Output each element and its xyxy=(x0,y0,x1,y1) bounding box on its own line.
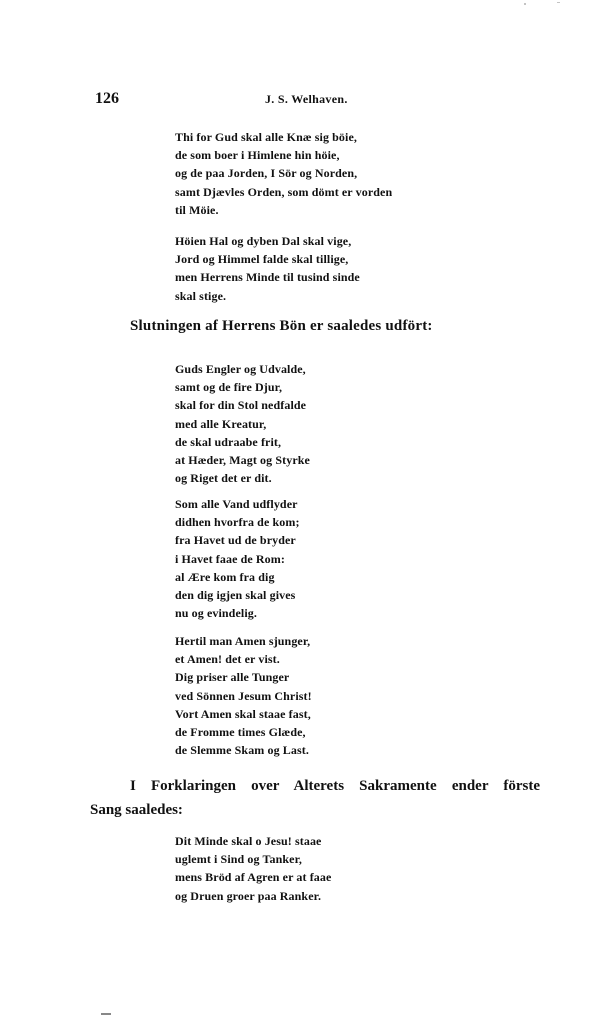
stanza-3 xyxy=(175,360,310,487)
verse-line: at Hæder, Magt og Styrke xyxy=(175,453,310,468)
verse-line: ved Sönnen Jesum Christ! xyxy=(175,688,312,703)
stanza-2 xyxy=(175,232,360,305)
page-number: 126 xyxy=(95,90,119,107)
verse-line: med alle Kreatur, xyxy=(175,416,267,431)
verse-line: de som boer i Himlene hin höie, xyxy=(175,148,340,163)
verse-line: didhen hvorfra de kom; xyxy=(175,515,300,530)
verse-line: Guds Engler og Udvalde, xyxy=(175,362,306,376)
prose-intro-1: Slutningen af Herrens Bön er saaledes udfört: xyxy=(130,318,433,334)
verse-line: Hertil man Amen sjunger, xyxy=(175,634,311,648)
running-head: J. S. Welhaven. xyxy=(265,92,348,106)
verse-line: i Havet faae de Rom: xyxy=(175,551,285,566)
verse-line: uglemt i Sind og Tanker, xyxy=(175,852,302,867)
verse-line: samt og de fire Djur, xyxy=(175,380,283,395)
verse-line: den dig igjen skal gives xyxy=(175,588,296,603)
verse-line: til Möie. xyxy=(175,202,219,217)
scan-speck xyxy=(557,2,560,3)
verse-line: Thi for Gud skal alle Knæ sig böie, xyxy=(175,130,357,144)
scan-mark xyxy=(101,1013,111,1015)
stanza-1 xyxy=(175,128,392,219)
verse-line: de Fromme times Glæde, xyxy=(175,725,306,740)
scan-speck xyxy=(524,3,526,5)
verse-line: et Amen! det er vist. xyxy=(175,652,280,667)
verse-line: Höien Hal og dyben Dal skal vige, xyxy=(175,234,352,248)
verse-line: fra Havet ud de bryder xyxy=(175,533,296,548)
verse-line: Dig priser alle Tunger xyxy=(175,670,290,685)
verse-line: de Slemme Skam og Last. xyxy=(175,743,309,758)
verse-line: men Herrens Minde til tusind sinde xyxy=(175,270,360,285)
prose-line: I Forklaringen over Alterets Sakramente ender förste xyxy=(130,778,540,794)
verse-line: skal stige. xyxy=(175,288,227,303)
verse-line: al Ære kom fra dig xyxy=(175,569,275,584)
verse-line: de skal udraabe frit, xyxy=(175,434,282,449)
verse-line: skal for din Stol nedfalde xyxy=(175,398,307,413)
verse-line: mens Bröd af Agren er at faae xyxy=(175,870,332,885)
verse-line: Som alle Vand udflyder xyxy=(175,497,298,511)
stanza-6 xyxy=(175,832,331,905)
verse-line: samt Djævles Orden, som dömt er vorden xyxy=(175,184,393,199)
verse-line: og Riget det er dit. xyxy=(175,471,272,486)
stanza-4 xyxy=(175,495,300,622)
page-header xyxy=(95,90,535,112)
verse-line: nu og evindelig. xyxy=(175,606,257,621)
stanza-5 xyxy=(175,632,312,759)
prose-intro-2 xyxy=(90,774,540,822)
verse-line: Jord og Himmel falde skal tillige, xyxy=(175,252,349,267)
verse-line: Vort Amen skal staae fast, xyxy=(175,706,311,721)
prose-line: Sang saaledes: xyxy=(90,802,183,818)
verse-line: og Druen groer paa Ranker. xyxy=(175,888,322,903)
verse-line: Dit Minde skal o Jesu! staae xyxy=(175,834,322,848)
verse-line: og de paa Jorden, I Sör og Norden, xyxy=(175,166,358,181)
